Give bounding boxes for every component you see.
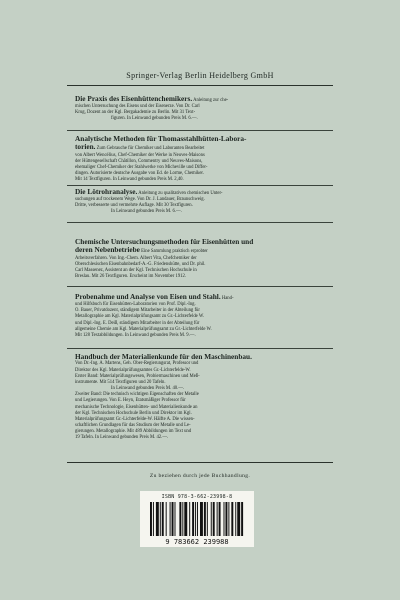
barcode-bar [189,502,190,536]
availability-note: Zu beziehen durch jede Buchhandlung. [149,473,251,479]
barcode-bar [162,502,164,536]
barcode-bar [204,502,206,536]
barcode-bar [184,502,187,536]
bottom-rule [67,462,333,463]
barcode-bar [235,502,236,536]
barcode-bar [166,502,167,536]
barcode-bar [195,502,196,536]
book-title: Die Lötrohranalyse. [75,187,138,196]
book-entry: Die Lötrohranalyse. Anleitung zu qualitativen chemischen Unter- suchungen auf trockenem Wege. Von Dr. J. Landauer, Braunschweig. Dritte, verbesserte und vermehrte Auflage. Mit 30 Textfiguren. In Leinwand gebunden Preis M. 6.—. [75,187,223,215]
barcode-bar [153,502,154,536]
barcode-bar [213,502,215,536]
barcode-bar [211,502,212,536]
barcode-bar [182,502,183,536]
barcode-bar [207,502,208,536]
barcode-bar [231,502,233,536]
book-entry: Chemische Untersuchungsmethoden für Eisenhütten und deren Nebenbetriebe Eine Sammlung praktisch erprobter Arbeitsverfahren. Von Ing.-Chem. Albert Vita, Chefchemiker der Oberschlesischen Eisenbahnbedarf-A.-G. Friedenshütte, und Dr. phil. Carl Massenez, Assistent an der Kgl. Technischen Hochschule in Breslau. Mit 26 Textfiguren. Erscheint im November 1912. [75,238,329,280]
separator [67,222,333,223]
barcode-bar [219,502,221,536]
barcode-label [140,491,254,547]
book-entry: Handbuch der Materialienkunde für den Maschinenbau. Von Dr.-Ing. A. Martens, Geh. Ober-Regierungsrat, Professor und Direktor des Kgl. Materialprüfungsamtes Gr.-Lichterfelde-W. Erster Band: Materialprüfungswesen, Probiermaschinen und Meß- instrumente. Mit 514 Textfiguren und 20 Tafeln. In Leinwand gebunden Preis M. 40.—. Zweiter Band: Die technisch wichtigen Eigenschaften der Metalle und Legierungen. Von E. Heyn, Etatsmäßiger Professor für mechanische Technologie, Eisenhütten- und Materialienkunde an der Kgl. Technischen Hochschule Berlin und Direktor im Kgl. Materialprüfungsamt Gr.-Lichterfelde-W. Hälfte A. Die wissen- schaftlichen Grundlagen für das Studium der Metalle und Le- gierungen. Metallographie. Mit 489 Abbildungen im Text und 19 Tafeln. In Leinwand gebunden Preis M. 42.—. [75,353,329,441]
barcode-bar [217,502,218,536]
top-rule [67,85,333,86]
barcode-bar [241,502,243,536]
book-title: Probenahme und Analyse von Eisen und Stahl. [75,292,221,301]
book-entry: Probenahme und Analyse von Eisen und Stahl. Hand- und Hilfsbuch für Eisenhütten-Laboratorien von Prof. Dipl.-Ing. O. Bauer, Privatdozent, ständigem Mitarbeiter in der Abteilung für Metallographie am Kgl. Materialprüfungsamt zu Gr.-Lichterfelde W. und Dipl.-Ing. E. Deiß, ständigem Mitarbeiter in der Abteilung für allgemeine Chemie am Kgl. Materialprüfungsamt zu Gr.-Lichterfelde W. Mit 128 Textabbildungen. In Leinwand gebunden Preis M. 9.—. [75,292,234,338]
book-title: Die Praxis des Eisenhüttenchemikers. [75,94,193,103]
barcode-bar [225,502,227,536]
separator [67,185,333,186]
isbn-text: ISBN 978-3-662-23998-8 [161,494,233,500]
separator [67,286,333,287]
barcode-bar [150,502,152,536]
barcode-bar [237,502,240,536]
barcode-bar [192,502,194,536]
barcode-bar [160,502,161,536]
barcode-icon [140,491,254,547]
book-title: Chemische Untersuchungsmethoden für Eisenhütten und [75,237,254,246]
barcode-bar [175,502,176,536]
barcode-bar [197,502,198,536]
publisher-line: Springer-Verlag Berlin Heidelberg GmbH [126,71,274,80]
book-entry: Die Praxis des Eisenhüttenchemikers. Anleitung zur che- mischen Untersuchung des Eisens und der Eisenerze. Von Dr. Carl Krug, Dozent an der Kgl. Bergakademie zu Berlin. Mit 31 Text- figuren. In Leinwand gebunden Preis M. 6.—. [75,94,229,122]
barcode-bar [156,502,159,536]
separator [67,130,333,131]
barcode-bar [172,502,174,536]
barcode-bar [170,502,171,536]
separator [67,348,333,349]
book-title: Handbuch der Materialienkunde für den Maschinenbau. [75,352,252,361]
barcode-bar [179,502,181,536]
barcode-bar [200,502,203,536]
barcode-digits: 9 783662 239988 [165,538,229,546]
barcode-bar [224,502,225,536]
book-title: Analytische Methoden für Thomasstahlhütten-Labora- [75,134,247,143]
barcode-bar [228,502,229,536]
book-entry: Analytische Methoden für Thomasstahlhütten-Labora- torien. Zum Gebrauche für Chemiker und Laboranten Bearbeitet von Albert Wencélius, Chef-Chemiker der Werke in Neuves-Maisons der Hüttengesellschaft Châtillon, Commentry und Neuves-Maisons, ehemaliger Chef-Chemiker der Stahlwerke von Micheville und Differ- dingen. Autorisierte deutsche Ausgabe von Ed. de Lorme, Chemiker. Mit 14 Textfiguren. In Leinwand gebunden Preis M. 2,40. [75,135,329,183]
